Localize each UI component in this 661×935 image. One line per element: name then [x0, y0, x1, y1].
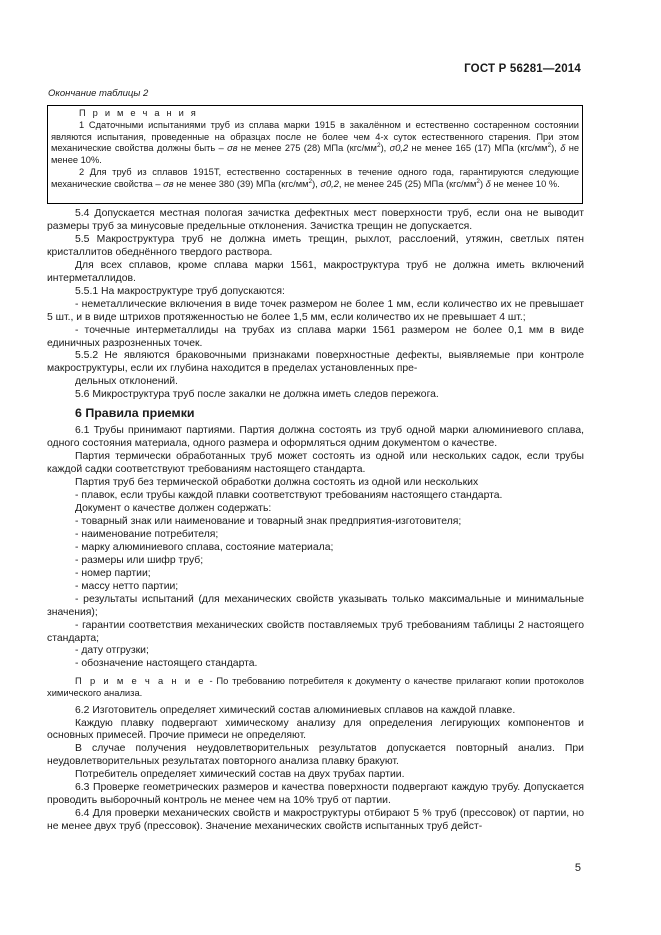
- paragraph: 6.3 Проверке геометрических размеров и качества поверхности подвергают каждую трубу. Допускается проводить выборочный контроль не менее чем на 10% труб от партии.: [47, 782, 584, 807]
- list-item: - обозначение настоящего стандарта.: [75, 658, 258, 670]
- paragraph: Документ о качестве должен содержать:: [75, 502, 272, 514]
- body-text: [47, 208, 584, 834]
- list-item: - наименование потребителя;: [75, 528, 219, 540]
- paragraph: 6.2 Изготовитель определяет химический состав алюминиевых сплавов на каждой плавке.: [75, 704, 516, 716]
- list-item: - неметаллические включения в виде точек размером не более 1 мм, если количество их не превышает 5 шт., и в виде штрихов протяженностью не более 1,5 мм, если количество их не превышает 4 шт.;: [47, 298, 584, 323]
- paragraph: дельных отклонений.: [75, 376, 178, 388]
- paragraph: Партия термически обработанных труб может состоять из одной или нескольких садок, если трубы каждой садки соответствуют требованиям настоящего стандарта.: [47, 451, 584, 476]
- list-item: - дату отгрузки;: [75, 645, 149, 657]
- paragraph: Для всех сплавов, кроме сплава марки 1561, макроструктура труб не должна иметь включений интерметаллидов.: [47, 259, 584, 284]
- list-item: - гарантии соответствия механических свойств поставляемых труб требованиям таблицы 2 настоящего стандарта;: [47, 619, 584, 644]
- paragraph: 5.5 Макроструктура труб не должна иметь трещин, рыхлот, расслоений, утяжин, светлых пятен кристаллитов обеднённого твердого раствора.: [47, 233, 584, 258]
- paragraph: 6.1 Трубы принимают партиями. Партия должна состоять из труб одной марки алюминиевого сплава, одного состояния материала, одного размера и оформляться одним документом о качестве.: [47, 425, 584, 450]
- list-item: - точечные интерметаллиды на трубах из сплава марки 1561 размером не более 0,1 мм в виде единичных разрозненных точек.: [47, 324, 584, 349]
- paragraph: В случае получения неудовлетворительных результатов допускается повторный анализ. При неудовлетворительных результатах повторного анализа плавку бракуют.: [47, 743, 584, 768]
- list-item: - массу нетто партии;: [75, 580, 179, 592]
- paragraph: 5.4 Допускается местная пологая зачистка дефектных мест поверхности труб, если она не выводит размеры труб за минусовые предельные отклонения. Зачистка трещин не допускается.: [47, 208, 584, 232]
- note-2: 2 Для труб из сплавов 1915Т, естественно состаренных в течение одного года, гарантируются следующие механические свойства – σв не менее 380 (39) МПа $(кгс/мм^2)$, σ0,2, не менее 245 (25) МПа $(кгс/мм^2)$ δ не менее 10 %.: [51, 166, 579, 189]
- paragraph: 5.5.1 На макроструктуре труб допускаются:: [75, 285, 285, 297]
- list-item: - товарный знак или наименование и товарный знак предприятия-изготовителя;: [75, 515, 462, 527]
- list-item: - размеры или шифр труб;: [75, 554, 204, 566]
- paragraph: 5.6 Микроструктура труб после закалки не должна иметь следов пережога.: [75, 389, 439, 401]
- list-item: - результаты испытаний (для механических свойств указывать только максимальные и минимальные значения);: [47, 593, 584, 618]
- document-note: П р и м е ч а н и е - По требованию потребителя к документу о качестве прилагают копии протоколов химического анализа.: [47, 675, 584, 698]
- paragraph: Партия труб без термической обработки должна состоять из одной или нескольких: [75, 477, 479, 489]
- table-notes-box: [47, 105, 583, 204]
- note-1: 1 Сдаточными испытаниями труб из сплава марки 1915 в закалённом и естественно состаренном состоянии являются испытания, проведенные на образцах после не более чем 4-х суток естественного старения. При этом механические свойства должны быть – σв не менее 275 (28) МПа $(кгс/мм^2)$, σ0,2 не менее 165 (17) МПа $(кгс/мм^2)$, δ не менее 10%.: [51, 119, 580, 166]
- list-item: - номер партии;: [75, 567, 151, 579]
- table-caption: Окончание таблицы 2: [48, 88, 149, 99]
- paragraph: - плавок, если трубы каждой плавки соответствуют требованиям настоящего стандарта.: [75, 490, 503, 502]
- notes-title: П р и м е ч а н и я: [79, 108, 199, 118]
- paragraph: 6.4 Для проверки механических свойств и макроструктуры отбирают 5 % труб (прессовок) от партии, но не менее двух труб (прессовок). Значение механических свойств испытанных труб дейст-: [47, 808, 584, 833]
- page-number: 5: [574, 862, 581, 874]
- paragraph: 5.5.2 Не являются браковочными признаками поверхностные дефекты, выявляемые при контроле макроструктуры, если их глубина находится в пределах установленных пре-: [47, 350, 584, 375]
- section-heading: 6 Правила приемки: [75, 406, 195, 421]
- paragraph: Каждую плавку подвергают химическому анализу для определения легирующих компонентов и основных примесей. Прочие примеси не определяют.: [47, 717, 584, 742]
- list-item: - марку алюминиевого сплава, состояние материала;: [75, 541, 334, 553]
- standard-header: ГОСТ Р 56281—2014: [464, 63, 581, 75]
- paragraph: Потребитель определяет химический состав на двух трубах партии.: [75, 769, 405, 781]
